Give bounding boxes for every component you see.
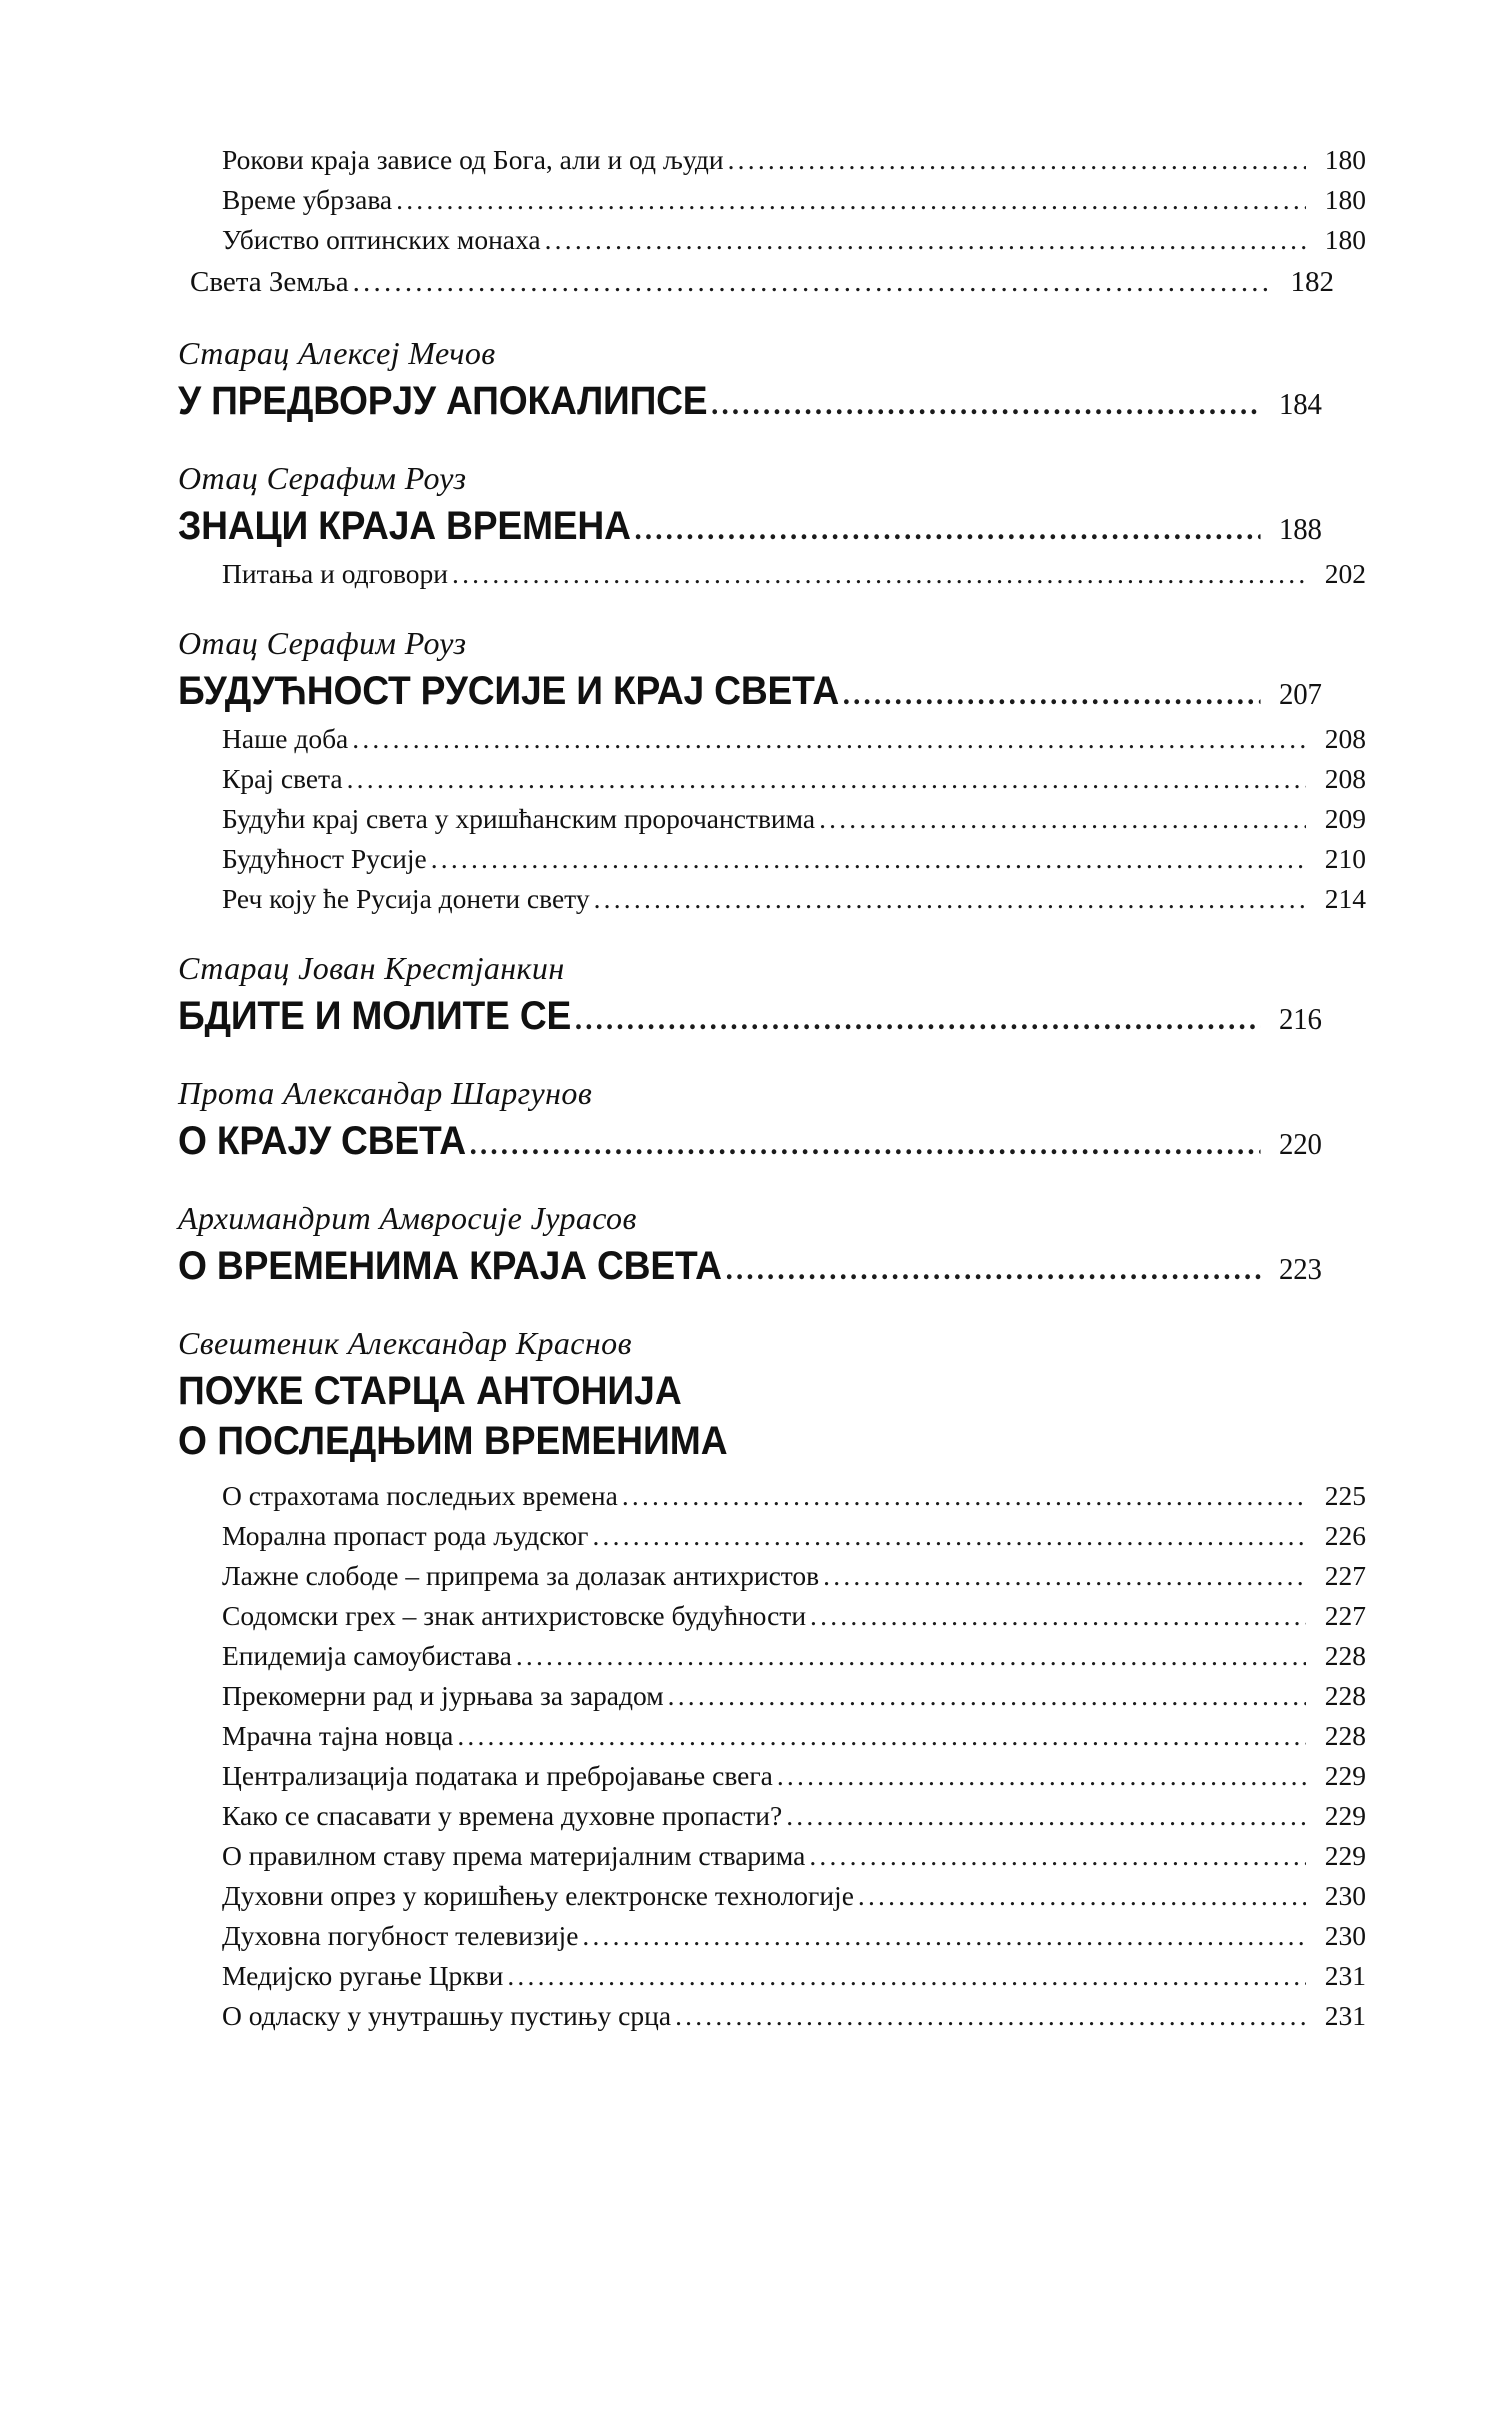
- dot-leader: [711, 388, 1260, 424]
- section-title: БДИТЕ И МОЛИТЕ СЕ: [178, 994, 572, 1038]
- toc-entry-page: 227: [1324, 1560, 1366, 1591]
- toc-entry-title: Како се спасавати у времена духовне пропасти?: [222, 1800, 783, 1831]
- toc-entry[interactable]: [178, 1596, 1366, 1636]
- toc-entry[interactable]: [178, 554, 1366, 594]
- toc-entry[interactable]: [178, 1516, 1366, 1556]
- toc-section: [178, 455, 1366, 594]
- toc-entry-page: 202: [1324, 558, 1366, 589]
- toc-entry[interactable]: [178, 879, 1366, 919]
- section-page: 223: [1279, 1251, 1322, 1286]
- dot-leader: [452, 560, 1306, 588]
- section-page: 184: [1279, 386, 1322, 421]
- toc-entry-page: 228: [1324, 1680, 1366, 1711]
- dot-leader: [457, 1722, 1306, 1750]
- dot-leader: [823, 1562, 1306, 1590]
- dot-leader: [622, 1482, 1306, 1510]
- section-heading[interactable]: [178, 501, 1322, 554]
- toc-entry-page: 208: [1324, 763, 1366, 794]
- dot-leader: [858, 1882, 1306, 1910]
- section-page: 216: [1279, 1001, 1322, 1036]
- toc-entry[interactable]: [178, 839, 1366, 879]
- toc-entry-page: 226: [1324, 1520, 1366, 1551]
- toc-entry[interactable]: [178, 1796, 1366, 1836]
- toc-entry-page: 229: [1324, 1800, 1366, 1831]
- top-entry-group: [178, 140, 1366, 304]
- toc-entry[interactable]: [178, 1756, 1366, 1796]
- dot-leader: [507, 1962, 1306, 1990]
- section-title: О ВРЕМЕНИМА КРАЈА СВЕТА: [178, 1244, 722, 1288]
- section-title: БУДУЋНОСТ РУСИЈЕ И КРАЈ СВЕТА: [178, 669, 840, 713]
- toc-entry-title: О одласку у унутрашњу пустињу срца: [222, 2000, 672, 2031]
- section-heading[interactable]: [178, 1116, 1322, 1169]
- toc-entry[interactable]: [178, 220, 1366, 260]
- toc-entry[interactable]: [178, 799, 1366, 839]
- toc-entry-title: Света Земља: [190, 266, 349, 298]
- section-author: Свештеник Александар Краснов: [178, 1325, 632, 1361]
- toc-entry-title: О правилном ставу према материјалним стварима: [222, 1840, 806, 1871]
- toc-entry-title: Будућност Русије: [222, 843, 427, 874]
- toc-entry[interactable]: [178, 719, 1366, 759]
- dot-leader: [819, 805, 1306, 833]
- toc-entry-page: 230: [1324, 1880, 1366, 1911]
- toc-entry-title: Прекомерни рад и јурњава за зарадом: [222, 1680, 664, 1711]
- toc-entry[interactable]: [178, 1556, 1366, 1596]
- section-heading[interactable]: [178, 991, 1322, 1044]
- toc-entry-page: 229: [1324, 1840, 1366, 1871]
- dot-leader: [634, 513, 1260, 549]
- section-author: Прота Александар Шаргунов: [178, 1075, 593, 1111]
- toc-entry-page: 231: [1324, 2000, 1366, 2031]
- toc-entry-page: 230: [1324, 1920, 1366, 1951]
- toc-entry-title: Реч коју ће Русија донети свету: [222, 883, 590, 914]
- toc-entry-title: О страхотама последњих времена: [222, 1480, 618, 1511]
- section-heading[interactable]: [178, 376, 1322, 429]
- toc-entry[interactable]: [178, 1716, 1366, 1756]
- toc-entry-title: Лажне слободе – припрема за долазак антихристов: [222, 1560, 820, 1591]
- section-author: Старац Алексеј Мечов: [178, 335, 496, 371]
- toc-entry-page: 180: [1324, 224, 1366, 255]
- dot-leader: [594, 885, 1306, 913]
- section-author: Отац Серафим Роуз: [178, 625, 467, 661]
- toc-entry-title: Содомски грех – знак антихристовске будућности: [222, 1600, 807, 1631]
- toc-entry[interactable]: [178, 1996, 1366, 2036]
- dot-leader: [575, 1003, 1260, 1039]
- section-heading[interactable]: [178, 666, 1322, 719]
- toc-entry-title: Рокови краја зависе од Бога, али и од људи: [222, 144, 724, 175]
- toc-entry[interactable]: [178, 1636, 1366, 1676]
- toc-section: [178, 945, 1322, 1044]
- toc-entry[interactable]: [178, 1836, 1366, 1876]
- dot-leader: [668, 1682, 1306, 1710]
- dot-leader: [545, 226, 1306, 254]
- toc-entry-page: 182: [1290, 266, 1334, 298]
- section-title: ЗНАЦИ КРАЈА ВРЕМЕНА: [178, 504, 631, 548]
- dot-leader: [777, 1762, 1306, 1790]
- toc-entry-page: 180: [1324, 184, 1366, 215]
- dot-leader: [516, 1642, 1306, 1670]
- toc-entry-page: 225: [1324, 1480, 1366, 1511]
- dot-leader: [843, 678, 1261, 714]
- toc-entry-page: 228: [1324, 1640, 1366, 1671]
- toc-entry-holy-land[interactable]: [178, 260, 1334, 304]
- toc-entry-page: 210: [1324, 843, 1366, 874]
- toc-entry[interactable]: [178, 140, 1366, 180]
- dot-leader: [592, 1522, 1306, 1550]
- dot-leader: [675, 2002, 1306, 2030]
- toc-entry[interactable]: [178, 759, 1366, 799]
- dot-leader: [810, 1602, 1306, 1630]
- toc-entry-title: Убиство оптинских монаха: [222, 224, 541, 255]
- toc-entry-page: 208: [1324, 723, 1366, 754]
- toc-entry-title: Мрачна тајна новца: [222, 1720, 454, 1751]
- toc-entry-title: Будући крај света у хришћанским пророчанствима: [222, 803, 816, 834]
- toc-entry-title: Питања и одговори: [222, 558, 449, 589]
- toc-entry-page: 229: [1324, 1760, 1366, 1791]
- toc-entry-page: 214: [1324, 883, 1366, 914]
- section-title-line-2: О ПОСЛЕДЊИМ ВРЕМЕНИМА: [178, 1419, 728, 1463]
- section-page: 207: [1279, 676, 1322, 711]
- toc-section-final: [178, 1320, 1366, 2036]
- dot-leader: [431, 845, 1306, 873]
- toc-entry[interactable]: [178, 1876, 1366, 1916]
- section-page: 188: [1279, 511, 1322, 546]
- toc-entry-title: Крај света: [222, 763, 343, 794]
- dot-leader: [353, 268, 1272, 297]
- section-author: Старац Јован Крестјанкин: [178, 950, 565, 986]
- toc-entry-title: Наше доба: [222, 723, 349, 754]
- toc-entry[interactable]: [178, 1956, 1366, 1996]
- dot-leader: [396, 186, 1306, 214]
- section-title-line-1: ПОУКЕ СТАРЦА АНТОНИЈА: [178, 1369, 682, 1413]
- dot-leader: [809, 1842, 1306, 1870]
- toc-entry[interactable]: [178, 180, 1366, 220]
- section-title: О КРАЈУ СВЕТА: [178, 1119, 466, 1163]
- dot-leader: [470, 1128, 1261, 1164]
- section-heading[interactable]: [178, 1241, 1322, 1294]
- dot-leader: [347, 765, 1306, 793]
- toc-entry[interactable]: [178, 1476, 1366, 1516]
- toc-entry[interactable]: [178, 1916, 1366, 1956]
- toc-entry-page: 228: [1324, 1720, 1366, 1751]
- toc-entry-page: 231: [1324, 1960, 1366, 1991]
- toc-section: [178, 330, 1322, 429]
- section-page: 220: [1279, 1126, 1322, 1161]
- toc-entry-page: 180: [1324, 144, 1366, 175]
- dot-leader: [582, 1922, 1306, 1950]
- dot-leader: [728, 146, 1306, 174]
- toc-entry-title: Епидемија самоубистава: [222, 1640, 512, 1671]
- toc-entry-title: Медијско ругање Цркви: [222, 1960, 504, 1991]
- toc-entry-page: 227: [1324, 1600, 1366, 1631]
- toc-section: [178, 1070, 1322, 1169]
- toc-entry-title: Морална пропаст рода људског: [222, 1520, 589, 1551]
- section-author: Отац Серафим Роуз: [178, 460, 467, 496]
- dot-leader: [352, 725, 1306, 753]
- toc-entry-title: Централизација података и пребројавање свега: [222, 1760, 773, 1791]
- toc-entry-title: Време убрзава: [222, 184, 393, 215]
- spacer: [178, 1466, 1322, 1476]
- dot-leader: [786, 1802, 1306, 1830]
- dot-leader: [726, 1253, 1261, 1289]
- toc-section: [178, 620, 1366, 919]
- section-author: Архимандрит Амвросије Јурасов: [178, 1200, 637, 1236]
- toc-entry-title: Духовни опрез у коришћењу електронске технологије: [222, 1880, 854, 1911]
- toc-entry-page: 209: [1324, 803, 1366, 834]
- toc-entry[interactable]: [178, 1676, 1366, 1716]
- toc-entry-title: Духовна погубност телевизије: [222, 1920, 579, 1951]
- section-title: У ПРЕДВОРЈУ АПОКАЛИПСЕ: [178, 379, 708, 423]
- toc-section: [178, 1195, 1322, 1294]
